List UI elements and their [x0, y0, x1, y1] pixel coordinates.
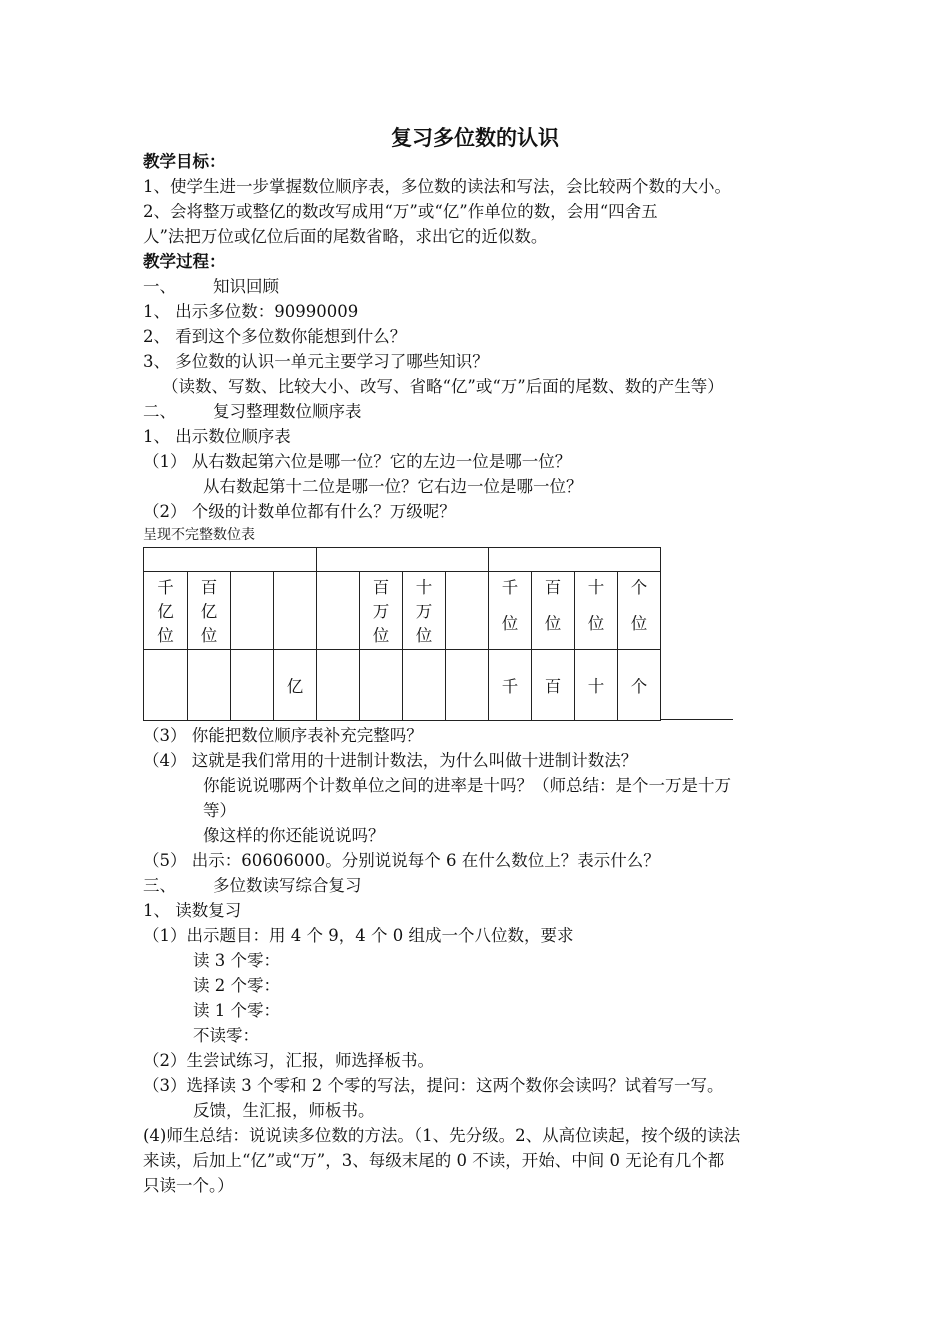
section1-item-3: 3、 多位数的认识一单元主要学习了哪些知识？: [143, 352, 489, 371]
unit-cell: 千: [489, 650, 532, 721]
section3-step-2: （2）生尝试练习，汇报，师选择板书。: [143, 1051, 434, 1070]
section2-question-4b: 你能说说哪两个计数单位之间的进率是十吗？（师总结：是个一万是十万: [203, 776, 731, 795]
section3-number: 三、: [143, 876, 176, 895]
objectives-heading: 教学目标：: [143, 152, 226, 171]
section3-heading: 多位数读写综合复习: [213, 876, 362, 895]
section3-step-4c: 只读一个。）: [143, 1176, 234, 1195]
unit-cell: 百: [532, 650, 575, 721]
place-cell: [446, 572, 489, 650]
unit-cell: [231, 650, 274, 721]
place-cell: [317, 572, 360, 650]
table-class-row: [144, 548, 661, 572]
place-cell: 百 万 位: [360, 572, 403, 650]
section1-item-2: 2、 看到这个多位数你能想到什么？: [143, 327, 407, 346]
objective-line-3: 人”法把万位或亿位后面的尾数省略，求出它的近似数。: [143, 227, 548, 246]
section2-heading: 复习整理数位顺序表: [213, 402, 362, 421]
place-cell: 个 位: [618, 572, 661, 650]
section2-question-2: （2） 个级的计数单位都有什么？万级呢？: [143, 502, 456, 521]
unit-cell: [317, 650, 360, 721]
objective-line-2: 2、会将整万或整亿的数改写成用“万”或“亿”作单位的数，会用“四舍五: [143, 202, 658, 221]
section3-step-4a: (4)师生总结：说说读多位数的方法。（1、先分级。2、从高位读起，按个级的读法: [143, 1126, 741, 1145]
section1-answer: （读数、写数、比较大小、改写、省略“亿”或“万”后面的尾数、数的产生等）: [162, 377, 724, 396]
section2-question-1a: （1） 从右数起第六位是哪一位？它的左边一位是哪一位？: [143, 452, 572, 471]
section3-step-3: （3）选择读 3 个零和 2 个零的写法，提问：这两个数你会读吗？试着写一写。: [143, 1076, 724, 1095]
unit-cell: [144, 650, 188, 721]
document-title: 复习多位数的认识: [391, 125, 559, 150]
read-one-zero: 读 1 个零：: [193, 1001, 280, 1020]
section3-step-4b: 来读，后加上“亿”或“万”，3、每级末尾的 0 不读，开始、中间 0 无论有几个都: [143, 1151, 725, 1170]
place-cell: 百 亿 位: [188, 572, 231, 650]
place-cell: 千 亿 位: [144, 572, 188, 650]
section3-step-1: （1）出示题目：用 4 个 9，4 个 0 组成一个八位数，要求: [143, 926, 574, 945]
unit-cell: 亿: [274, 650, 317, 721]
section1-heading: 知识回顾: [213, 277, 279, 296]
section2-question-4c: 等）: [203, 801, 236, 820]
place-cell: [231, 572, 274, 650]
section2-question-1b: 从右数起第十二位是哪一位？它右边一位是哪一位？: [203, 477, 583, 496]
table-place-row: [144, 572, 661, 650]
place-cell: 十 位: [575, 572, 618, 650]
section2-question-5: （5） 出示：60606000。分别说说每个 6 在什么数位上？表示什么？: [143, 851, 660, 870]
class-cell-yi: [144, 548, 317, 572]
place-cell: 千 位: [489, 572, 532, 650]
table-divider: [660, 719, 733, 720]
class-cell-wan: [317, 548, 489, 572]
section2-question-3: （3） 你能把数位顺序表补充完整吗？: [143, 726, 423, 745]
place-cell: [274, 572, 317, 650]
read-three-zeros: 读 3 个零：: [193, 951, 280, 970]
table-unit-row: [144, 650, 661, 721]
class-cell-ge: [489, 548, 661, 572]
unit-cell: [188, 650, 231, 721]
section1-item-1: 1、 出示多位数：90990009: [143, 302, 359, 321]
section3-item-1: 1、 读数复习: [143, 901, 242, 920]
objective-line-1: 1、使学生进一步掌握数位顺序表，多位数的读法和写法，会比较两个数的大小。: [143, 177, 731, 196]
place-cell: 百 位: [532, 572, 575, 650]
unit-cell: [403, 650, 446, 721]
place-value-table: [143, 547, 661, 721]
section2-number: 二、: [143, 402, 176, 421]
section1-number: 一、: [143, 277, 176, 296]
section2-question-4d: 像这样的你还能说说吗？: [203, 826, 385, 845]
process-heading: 教学过程：: [143, 252, 226, 271]
read-two-zeros: 读 2 个零：: [193, 976, 280, 995]
table-caption: 呈现不完整数位表: [143, 527, 255, 543]
unit-cell: 十: [575, 650, 618, 721]
unit-cell: [360, 650, 403, 721]
section2-item-1: 1、 出示数位顺序表: [143, 427, 291, 446]
unit-cell: 个: [618, 650, 661, 721]
unit-cell: [446, 650, 489, 721]
section2-question-4: （4） 这就是我们常用的十进制计数法，为什么叫做十进制计数法？: [143, 751, 638, 770]
place-cell: 十 万 位: [403, 572, 446, 650]
read-no-zero: 不读零：: [193, 1026, 259, 1045]
section3-step-3b: 反馈，生汇报，师板书。: [193, 1101, 375, 1120]
